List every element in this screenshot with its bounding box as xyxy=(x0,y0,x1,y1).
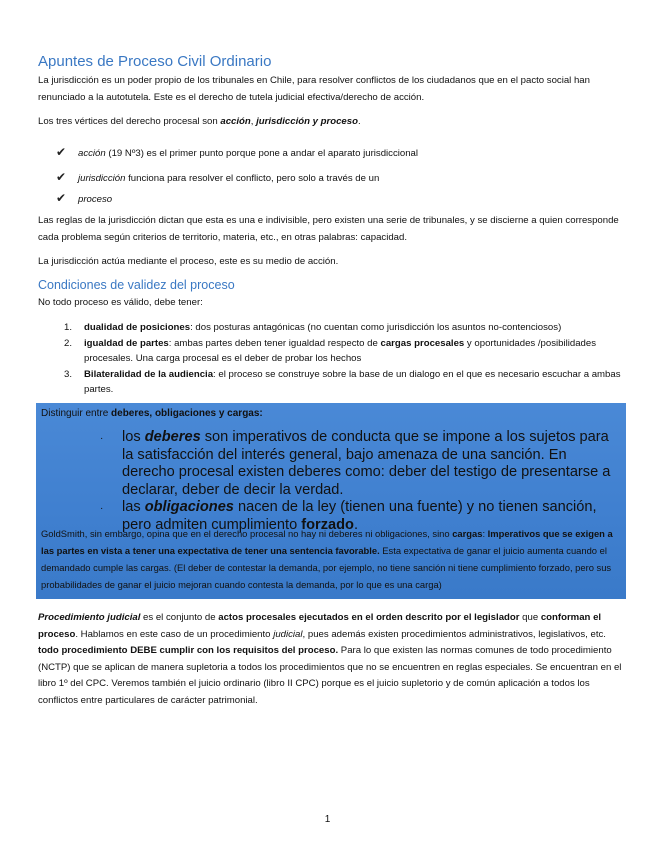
section-heading: Condiciones de validez del proceso xyxy=(38,278,235,292)
bullet-icon: · xyxy=(100,433,104,444)
box-lead: Distinguir entre deberes, obligaciones y cargas: xyxy=(41,408,263,419)
medio-paragraph: La jurisdicción actúa mediante el proceso, este es su medio de acción. xyxy=(38,256,339,267)
deberes-bullet: los deberes son imperativos de conducta que se impone a los sujetos para la satisfacción del interés general, bajo amenaza de una sanción. En derecho procesal existen deberes como: deber del testigo de presentarse a declarar, deber de decir la verdad. xyxy=(122,429,611,498)
check-icon: ✔ xyxy=(56,145,67,159)
cargas-paragraph: GoldSmith, sin embargo, opina que en el derecho procesal no hay ni deberes ni obligaciones, sino cargas: Imperativos que se exigen a las partes en vista a tener una expectativa de tener una sentencia favorable. Esta expectativa de ganar el juicio aumenta cuando el demandado cumple las cargas. (El deber de contestar la demanda, por ejemplo, no tiene sanción ni tiene cumplimiento forzado, pero sus probabilidades de ganar el juicio mejoran cuando contesta la demanda, por lo que es una carga) xyxy=(41,528,613,590)
reglas-paragraph: Las reglas de la jurisdicción dictan que esta es una e indivisible, pero existen una serie de tribunales, y se discierne a quien corresponde cada problema según criterios de territorio, materia, etc., en otras palabras: capacidad. xyxy=(38,215,619,243)
page-title: Apuntes de Proceso Civil Ordinario xyxy=(38,53,272,70)
check-item-accion: ✔ acción (19 Nº3) es el primer punto porque pone a andar el aparato jurisdiccional xyxy=(56,145,419,159)
highlight-box xyxy=(36,403,626,599)
check-icon: ✔ xyxy=(56,170,67,184)
list-item: 1. dualidad de posiciones: dos posturas antagónicas (no cuentan como jurisdicción los asuntos no-contenciosos) xyxy=(64,322,562,333)
page-number: 1 xyxy=(324,814,331,825)
check-icon: ✔ xyxy=(56,191,67,205)
intro-paragraph: La jurisdicción es un poder propio de los tribunales en Chile, para resolver conflictos de los ciudadanos que en el pacto social han renunciado a la autotutela. Este es el derecho de tutela judicial efectiva/derecho de acción. xyxy=(38,75,590,103)
obligaciones-bullet: las obligaciones nacen de la ley (tienen una fuente) y no tienen sanción, pero admiten cumplimiento forzado. xyxy=(122,499,597,533)
procedimiento-paragraph: Procedimiento judicial es el conjunto de actos procesales ejecutados en el orden descrito por el legislador que conforman el proceso. Hablamos en este caso de un procedimiento judicial, pues además existen procedimientos administrativos, legislativos, etc. todo procedimiento DEBE cumplir con los requisitos del proceso. Para lo que existen las normas comunes de todo procedimiento (NCTP) que se aplican de manera supletoria a todos los procedimientos que no se encuentren en reglas especiales. Se encuentran en el libro 1º del CPC. Veremos también el juicio ordinario (libro II CPC) porque es el juicio supletorio y de común aplicación a todos los conflictos entre particulares de carácter patrimonial. xyxy=(38,612,622,706)
check-item-jurisdiccion: ✔ jurisdicción funciona para resolver el conflicto, pero solo a través de un xyxy=(56,170,380,184)
list-item: 2. igualdad de partes: ambas partes deben tener igualdad respecto de cargas procesales y oportunidades /posibilidades procesales. Una carga procesal es el deber de probar los hechos xyxy=(64,338,597,364)
vertices-paragraph: Los tres vértices del derecho procesal son acción, jurisdicción y proceso. xyxy=(38,116,361,127)
list-item: 3. Bilateralidad de la audiencia: el proceso se construye sobre la base de un dialogo en el que es necesario escuchar a ambas partes. xyxy=(64,369,621,395)
check-item-proceso: ✔ proceso xyxy=(56,191,113,205)
section-lead: No todo proceso es válido, debe tener: xyxy=(38,297,203,308)
bullet-icon: · xyxy=(100,503,104,514)
